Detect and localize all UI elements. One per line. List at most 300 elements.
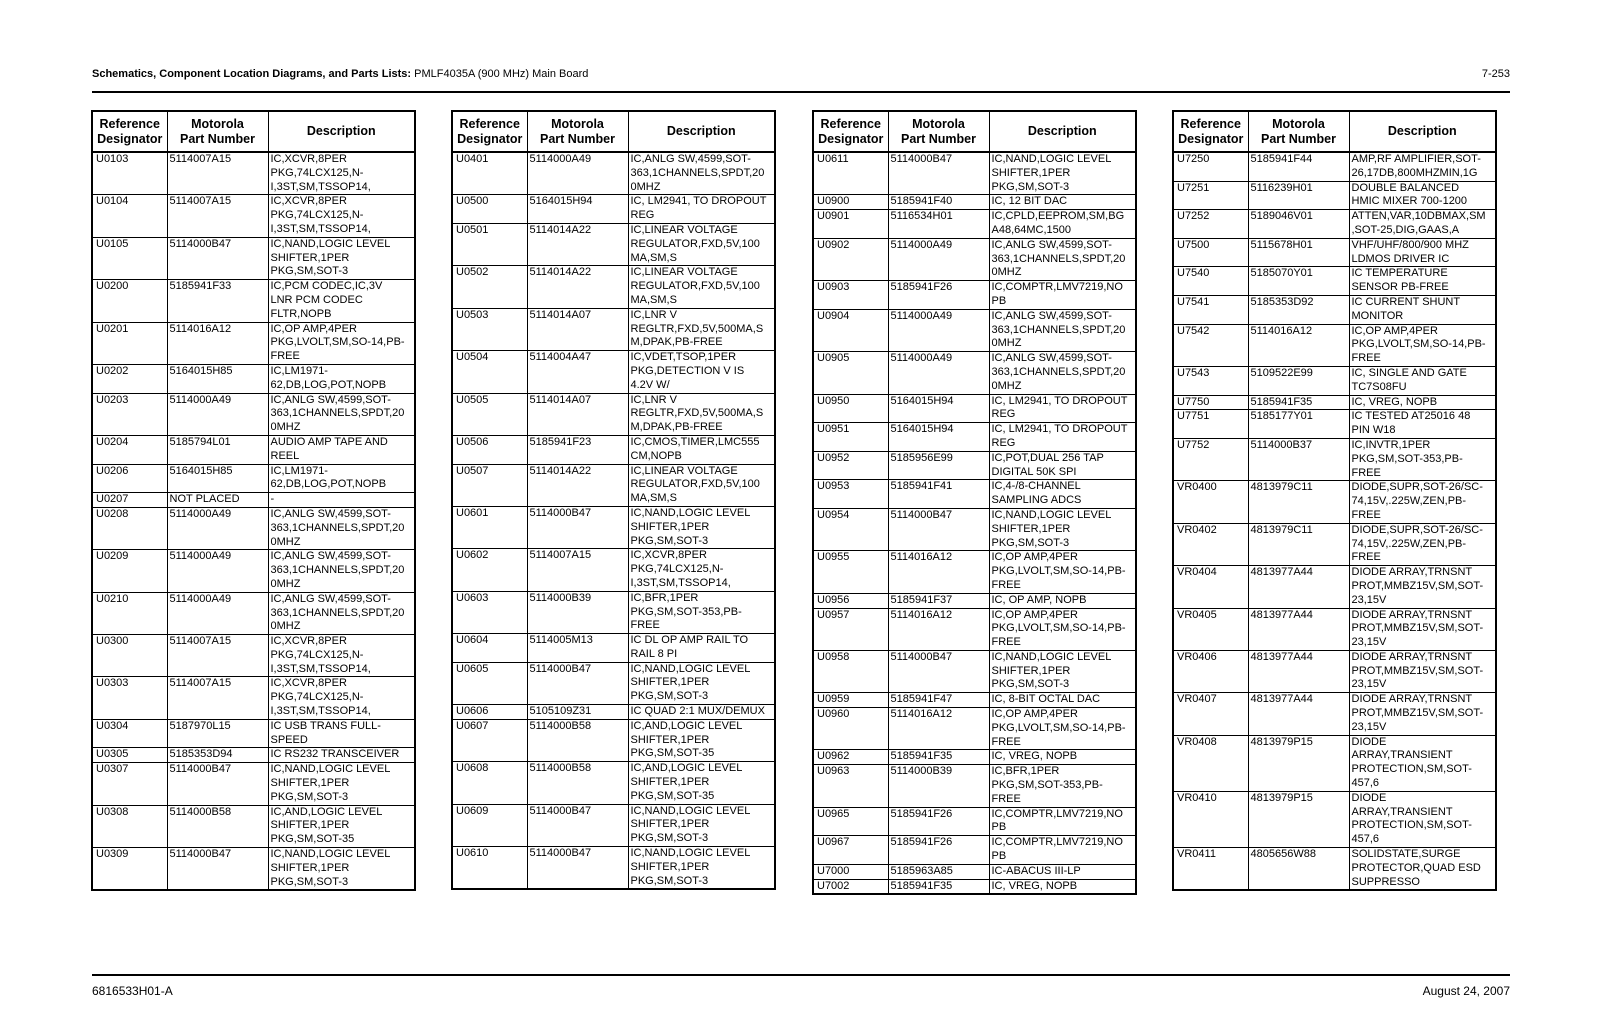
part-number-cell: 5164015H85 [167,464,268,493]
reference-designator-cell: U0300 [92,635,167,677]
header-row [813,111,1136,152]
part-number-cell: 5114000B47 [167,763,268,805]
description-cell: IC TESTED AT25016 48 PIN W18 [1349,410,1496,439]
description-cell: IC,POT,DUAL 256 TAP DIGITAL 50K SPI [989,451,1136,480]
table-row [92,848,415,891]
description-cell: IC TEMPERATURE SENSOR PB-FREE [1349,267,1496,296]
table-row [813,593,1136,608]
description-cell: IC,4-/8-CHANNEL SAMPLING ADCS [989,480,1136,509]
reference-designator-cell: U0506 [452,435,527,464]
reference-designator-cell: U0202 [92,364,167,393]
table-row [452,847,775,890]
reference-designator-cell: U0103 [92,152,167,195]
table-row [92,719,415,748]
table-row [1173,523,1496,565]
part-number-cell: 5114007A15 [527,549,628,591]
table-row [1173,848,1496,891]
description-cell: IC USB TRANS FULL- SPEED [268,719,415,748]
reference-designator-cell: U0953 [813,480,888,509]
footer-date: August 24, 2007 [1422,984,1510,998]
description-cell: DIODE,SUPR,SOT-26/SC- 74,15V,.225W,ZEN,PB- FREE [1349,523,1496,565]
reference-designator-cell: U0505 [452,393,527,435]
column-header-description: Description [989,111,1136,152]
part-number-cell: 5114000B47 [527,662,628,704]
part-number-cell: 5114014A22 [527,266,628,308]
description-cell: IC,COMPTR,LMV7219,NO PB [989,836,1136,865]
page-footer [92,984,1510,998]
table-row [813,480,1136,509]
part-number-cell: 5114000A49 [167,592,268,634]
table-row [452,762,775,804]
table-row [92,464,415,493]
column-header-part-number: Motorola Part Number [1248,111,1349,152]
description-cell: IC,VDET,TSOP,1PER PKG,DETECTION V IS 4.2V W/ [628,351,775,393]
description-cell: IC, 12 BIT DAC [989,195,1136,210]
part-number-cell: 4813977A44 [1248,566,1349,608]
description-cell: IC, LM2941, TO DROPOUT REG [989,394,1136,423]
part-number-cell: 5114000B37 [1248,438,1349,480]
part-number-cell: 5185070Y01 [1248,267,1349,296]
table-row [813,195,1136,210]
table-row [92,592,415,634]
page-number: 7-253 [1481,68,1510,80]
description-cell: IC,ANLG SW,4599,SOT- 363,1CHANNELS,SPDT,20 0MHZ [268,507,415,549]
reference-designator-cell: U7002 [813,879,888,894]
description-cell: IC,ANLG SW,4599,SOT- 363,1CHANNELS,SPDT,20 0MHZ [268,393,415,435]
part-number-cell: 5185941F26 [888,807,989,836]
table-row [452,719,775,761]
page-header [92,68,1510,82]
part-number-cell: 5185941F40 [888,195,989,210]
description-cell: IC,OP AMP,4PER PKG,LVOLT,SM,SO-14,PB- FREE [989,551,1136,593]
description-cell: IC DL OP AMP RAIL TO RAIL 8 PI [628,634,775,663]
header-title-rest: PMLF4035A (900 MHz) Main Board [411,68,589,80]
table-row [813,210,1136,239]
table-row [92,763,415,805]
reference-designator-cell: U0967 [813,836,888,865]
part-number-cell: 5185353D92 [1248,295,1349,324]
table-row [452,351,775,393]
part-number-cell: 5114000B47 [888,508,989,550]
part-number-cell: 5185941F35 [888,879,989,894]
description-cell: IC,NAND,LOGIC LEVEL SHIFTER,1PER PKG,SM,SOT-3 [268,237,415,279]
table-row [452,705,775,720]
table-row [813,807,1136,836]
table-row [92,280,415,322]
description-cell: IC,NAND,LOGIC LEVEL SHIFTER,1PER PKG,SM,SOT-3 [628,662,775,704]
description-cell: IC,LINEAR VOLTAGE REGULATOR,FXD,5V,100 MA,SM,S [628,464,775,506]
reference-designator-cell: U0901 [813,210,888,239]
part-number-cell: 5189046V01 [1248,210,1349,239]
description-cell: IC,ANLG SW,4599,SOT- 363,1CHANNELS,SPDT,20 0MHZ [268,550,415,592]
part-number-cell: 5114000B39 [888,765,989,807]
reference-designator-cell: U0504 [452,351,527,393]
description-cell: IC, LM2941, TO DROPOUT REG [628,195,775,224]
table-row [92,635,415,677]
reference-designator-cell: U7543 [1173,366,1248,395]
table-row [813,765,1136,807]
part-number-cell: 5185941F47 [888,693,989,708]
reference-designator-cell: VR0410 [1173,791,1248,847]
table-row [92,677,415,719]
reference-designator-cell: U0104 [92,195,167,237]
part-number-cell: 4813979C11 [1248,481,1349,523]
table-row [813,309,1136,351]
reference-designator-cell: U0601 [452,506,527,548]
reference-designator-cell: U0304 [92,719,167,748]
reference-designator-cell: VR0406 [1173,650,1248,692]
part-number-cell: 5114000B39 [527,591,628,633]
reference-designator-cell: U0954 [813,508,888,550]
part-number-cell: 5114000A49 [167,393,268,435]
description-cell: IC, VREG, NOPB [1349,395,1496,410]
reference-designator-cell: U0200 [92,280,167,322]
reference-designator-cell: VR0411 [1173,848,1248,891]
table-row [813,281,1136,310]
reference-designator-cell: U0952 [813,451,888,480]
description-cell: IC,NAND,LOGIC LEVEL SHIFTER,1PER PKG,SM,SOT-3 [628,847,775,890]
reference-designator-cell: U7251 [1173,181,1248,210]
parts-table-3 [812,110,1137,895]
description-cell: IC, LM2941, TO DROPOUT REG [989,423,1136,452]
table-row [452,634,775,663]
part-number-cell: 5164015H94 [888,394,989,423]
table-row [813,864,1136,879]
header-row [92,111,415,152]
part-number-cell: 5105109Z31 [527,705,628,720]
header-row [1173,111,1496,152]
table-row [452,266,775,308]
table-row [813,879,1136,894]
table-row [813,423,1136,452]
table-row [1173,735,1496,791]
part-number-cell: 5185941F41 [888,480,989,509]
part-number-cell: 5114000B47 [167,848,268,891]
reference-designator-cell: U7250 [1173,152,1248,181]
header-title-bold: Schematics, Component Location Diagrams, and Parts Lists: [92,68,412,80]
reference-designator-cell: U0208 [92,507,167,549]
part-number-cell: 5185963A85 [888,864,989,879]
description-cell: IC,LNR V REGLTR,FXD,5V,500MA,S M,DPAK,PB-FREE [628,308,775,350]
part-number-cell: 5114016A12 [1248,324,1349,366]
parts-table-1 [91,110,416,891]
description-cell: IC,ANLG SW,4599,SOT- 363,1CHANNELS,SPDT,20 0MHZ [268,592,415,634]
part-number-cell: 5114000B47 [527,847,628,890]
description-cell: IC,INVTR,1PER PKG,SM,SOT-353,PB- FREE [1349,438,1496,480]
part-number-cell: 5185794L01 [167,435,268,464]
reference-designator-cell: U0502 [452,266,527,308]
description-cell: SOLIDSTATE,SURGE PROTECTOR,QUAD ESD SUPPRESSO [1349,848,1496,891]
description-cell: IC,ANLG SW,4599,SOT- 363,1CHANNELS,SPDT,20 0MHZ [989,352,1136,394]
part-number-cell: 5114000A49 [888,238,989,280]
table-row [1173,366,1496,395]
reference-designator-cell: U0604 [452,634,527,663]
description-cell: IC,OP AMP,4PER PKG,LVOLT,SM,SO-14,PB- FREE [989,708,1136,750]
parts-table-2 [451,110,776,890]
table-row [1173,791,1496,847]
description-cell: IC,LM1971- 62,DB,LOG,POT,NOPB [268,364,415,393]
part-number-cell: 5114007A15 [167,635,268,677]
table-row [1173,267,1496,296]
part-number-cell: 5114000B58 [527,719,628,761]
reference-designator-cell: U7542 [1173,324,1248,366]
description-cell: IC,XCVR,8PER PKG,74LCX125,N- I,3ST,SM,TSSOP14, [268,152,415,195]
reference-designator-cell: U0903 [813,281,888,310]
table-row [452,223,775,265]
reference-designator-cell: U0507 [452,464,527,506]
reference-designator-cell: U0951 [813,423,888,452]
reference-designator-cell: U0950 [813,394,888,423]
description-cell: IC,PCM CODEC,IC,3V LNR PCM CODEC FLTR,NOPB [268,280,415,322]
reference-designator-cell: U0503 [452,308,527,350]
column-header-reference-designator: Reference Designator [1173,111,1248,152]
table-row [1173,410,1496,439]
description-cell: IC,ANLG SW,4599,SOT- 363,1CHANNELS,SPDT,20 0MHZ [628,152,775,195]
description-cell: DIODE ARRAY,TRANSIENT PROTECTION,SM,SOT- 457,6 [1349,791,1496,847]
part-number-cell: 5185956E99 [888,451,989,480]
table-row [452,662,775,704]
table-row [1173,181,1496,210]
table-row [92,195,415,237]
part-number-cell: 5114000B47 [527,506,628,548]
table-row [92,364,415,393]
table-row [1173,438,1496,480]
reference-designator-cell: U0501 [452,223,527,265]
part-number-cell: 5114000A49 [888,309,989,351]
part-number-cell: 5164015H85 [167,364,268,393]
reference-designator-cell: U0956 [813,593,888,608]
table-row [1173,324,1496,366]
reference-designator-cell: U0960 [813,708,888,750]
part-number-cell: 5114000B47 [888,152,989,195]
part-number-cell: 5114007A15 [167,195,268,237]
part-number-cell: 5114016A12 [167,322,268,364]
part-number-cell: 4813977A44 [1248,693,1349,735]
column-header-part-number: Motorola Part Number [527,111,628,152]
reference-designator-cell: VR0405 [1173,608,1248,650]
part-number-cell: 5114007A15 [167,152,268,195]
part-number-cell: 5114005M13 [527,634,628,663]
column-header-part-number: Motorola Part Number [167,111,268,152]
table-row [813,352,1136,394]
table-row [1173,608,1496,650]
table-row [813,551,1136,593]
table-row [813,693,1136,708]
description-cell: IC,NAND,LOGIC LEVEL SHIFTER,1PER PKG,SM,SOT-3 [628,506,775,548]
reference-designator-cell: U0401 [452,152,527,195]
column-header-description: Description [628,111,775,152]
description-cell: IC,BFR,1PER PKG,SM,SOT-353,PB- FREE [989,765,1136,807]
part-number-cell: 5185177Y01 [1248,410,1349,439]
description-cell: IC,OP AMP,4PER PKG,LVOLT,SM,SO-14,PB- FREE [1349,324,1496,366]
reference-designator-cell: U0905 [813,352,888,394]
table-row [452,804,775,846]
part-number-cell: 5185941F35 [1248,395,1349,410]
reference-designator-cell: U0204 [92,435,167,464]
part-number-cell: 5114014A07 [527,308,628,350]
part-number-cell: 5187970L15 [167,719,268,748]
part-number-cell: 5114000B58 [167,805,268,847]
table-row [452,591,775,633]
reference-designator-cell: U7000 [813,864,888,879]
table-row [452,393,775,435]
part-number-cell: 5114000B58 [527,762,628,804]
description-cell: IC, OP AMP, NOPB [989,593,1136,608]
table-row [1173,566,1496,608]
table-row [452,506,775,548]
reference-designator-cell: U7750 [1173,395,1248,410]
reference-designator-cell: U0955 [813,551,888,593]
description-cell: IC,XCVR,8PER PKG,74LCX125,N- I,3ST,SM,TSSOP14, [268,677,415,719]
table-row [813,750,1136,765]
part-number-cell: 4813977A44 [1248,608,1349,650]
table-row [813,451,1136,480]
table-row [813,394,1136,423]
part-number-cell: 5114016A12 [888,708,989,750]
part-number-cell: 4813979C11 [1248,523,1349,565]
description-cell: DIODE ARRAY,TRANSIENT PROTECTION,SM,SOT- 457,6 [1349,735,1496,791]
reference-designator-cell: U7752 [1173,438,1248,480]
reference-designator-cell: U0203 [92,393,167,435]
table-row [1173,650,1496,692]
part-number-cell: NOT PLACED [167,493,268,508]
reference-designator-cell: VR0400 [1173,481,1248,523]
description-cell: DIODE,SUPR,SOT-26/SC- 74,15V,.225W,ZEN,PB- FREE [1349,481,1496,523]
table-row [452,195,775,224]
table-row [452,464,775,506]
description-cell: DIODE ARRAY,TRNSNT PROT,MMBZ15V,SM,SOT- 23,15V [1349,693,1496,735]
description-cell: IC,CPLD,EEPROM,SM,BG A48,64MC,1500 [989,210,1136,239]
description-cell: IC,OP AMP,4PER PKG,LVOLT,SM,SO-14,PB- FREE [989,608,1136,650]
reference-designator-cell: U0958 [813,650,888,692]
part-number-cell: 5116534H01 [888,210,989,239]
part-number-cell: 5185941F33 [167,280,268,322]
column-header-description: Description [268,111,415,152]
table-row [1173,693,1496,735]
part-number-cell: 5114014A22 [527,464,628,506]
parts-table-4 [1172,110,1497,891]
reference-designator-cell: U0209 [92,550,167,592]
description-cell: AMP,RF AMPLIFIER,SOT- 26,17DB,800MHZMIN,1G [1349,152,1496,181]
reference-designator-cell: U0105 [92,237,167,279]
part-number-cell: 5164015H94 [527,195,628,224]
description-cell: IC,BFR,1PER PKG,SM,SOT-353,PB- FREE [628,591,775,633]
table-row [813,836,1136,865]
table-row [92,435,415,464]
reference-designator-cell: U0308 [92,805,167,847]
description-cell: IC,AND,LOGIC LEVEL SHIFTER,1PER PKG,SM,SOT-35 [628,719,775,761]
description-cell: IC,NAND,LOGIC LEVEL SHIFTER,1PER PKG,SM,SOT-3 [989,508,1136,550]
description-cell: IC, VREG, NOPB [989,879,1136,894]
reference-designator-cell: U7541 [1173,295,1248,324]
description-cell: AUDIO AMP TAPE AND REEL [268,435,415,464]
description-cell: IC,XCVR,8PER PKG,74LCX125,N- I,3ST,SM,TSSOP14, [628,549,775,591]
reference-designator-cell: U0607 [452,719,527,761]
description-cell: IC,LINEAR VOLTAGE REGULATOR,FXD,5V,100 MA,SM,S [628,223,775,265]
table-row [452,435,775,464]
footer-rule [92,974,1510,976]
doc-number: 6816533H01-A [92,984,173,998]
reference-designator-cell: U0606 [452,705,527,720]
table-row [813,152,1136,195]
part-number-cell: 5116239H01 [1248,181,1349,210]
description-cell: IC,ANLG SW,4599,SOT- 363,1CHANNELS,SPDT,20 0MHZ [989,238,1136,280]
reference-designator-cell: U0608 [452,762,527,804]
part-number-cell: 5185941F23 [527,435,628,464]
reference-designator-cell: U7252 [1173,210,1248,239]
part-number-cell: 5114000B47 [888,650,989,692]
table-row [92,805,415,847]
reference-designator-cell: U0309 [92,848,167,891]
reference-designator-cell: U7540 [1173,267,1248,296]
table-row [813,608,1136,650]
part-number-cell: 5115678H01 [1248,238,1349,267]
reference-designator-cell: VR0407 [1173,693,1248,735]
part-number-cell: 5114014A07 [527,393,628,435]
reference-designator-cell: U0965 [813,807,888,836]
reference-designator-cell: U0207 [92,493,167,508]
part-number-cell: 5185941F35 [888,750,989,765]
column-header-reference-designator: Reference Designator [92,111,167,152]
part-number-cell: 5114000A49 [888,352,989,394]
description-cell: IC CURRENT SHUNT MONITOR [1349,295,1496,324]
part-number-cell: 5185941F26 [888,836,989,865]
table-row [1173,295,1496,324]
description-cell: IC,COMPTR,LMV7219,NO PB [989,807,1136,836]
table-row [92,748,415,763]
description-cell: IC QUAD 2:1 MUX/DEMUX [628,705,775,720]
description-cell: IC,NAND,LOGIC LEVEL SHIFTER,1PER PKG,SM,SOT-3 [268,763,415,805]
reference-designator-cell: VR0404 [1173,566,1248,608]
reference-designator-cell: U0305 [92,748,167,763]
description-cell: IC,NAND,LOGIC LEVEL SHIFTER,1PER PKG,SM,SOT-3 [628,804,775,846]
table-row [1173,238,1496,267]
description-cell: IC,LM1971- 62,DB,LOG,POT,NOPB [268,464,415,493]
description-cell: IC,CMOS,TIMER,LMC555 CM,NOPB [628,435,775,464]
description-cell: IC,AND,LOGIC LEVEL SHIFTER,1PER PKG,SM,SOT-35 [268,805,415,847]
description-cell: IC,NAND,LOGIC LEVEL SHIFTER,1PER PKG,SM,SOT-3 [989,152,1136,195]
table-row [92,550,415,592]
description-cell: IC,XCVR,8PER PKG,74LCX125,N- I,3ST,SM,TSSOP14, [268,635,415,677]
table-row [92,493,415,508]
part-number-cell: 5114000A49 [527,152,628,195]
part-number-cell: 4813977A44 [1248,650,1349,692]
description-cell: ATTEN,VAR,10DBMAX,SM ,SOT-25,DIG,GAAS,A [1349,210,1496,239]
reference-designator-cell: VR0402 [1173,523,1248,565]
table-row [1173,152,1496,181]
table-row [813,650,1136,692]
table-row [92,507,415,549]
part-number-cell: 4813979P15 [1248,791,1349,847]
description-cell: VHF/UHF/800/900 MHZ LDMOS DRIVER IC [1349,238,1496,267]
reference-designator-cell: U0307 [92,763,167,805]
part-number-cell: 5114000B47 [167,237,268,279]
column-header-part-number: Motorola Part Number [888,111,989,152]
part-number-cell: 4805656W88 [1248,848,1349,891]
part-number-cell: 5114004A47 [527,351,628,393]
part-number-cell: 5185353D94 [167,748,268,763]
description-cell: IC,NAND,LOGIC LEVEL SHIFTER,1PER PKG,SM,SOT-3 [268,848,415,891]
table-row [452,152,775,195]
reference-designator-cell: U0611 [813,152,888,195]
reference-designator-cell: U0959 [813,693,888,708]
part-number-cell: 5164015H94 [888,423,989,452]
part-number-cell: 5185941F37 [888,593,989,608]
reference-designator-cell: U0206 [92,464,167,493]
description-cell: IC, VREG, NOPB [989,750,1136,765]
reference-designator-cell: U0201 [92,322,167,364]
table-row [1173,210,1496,239]
